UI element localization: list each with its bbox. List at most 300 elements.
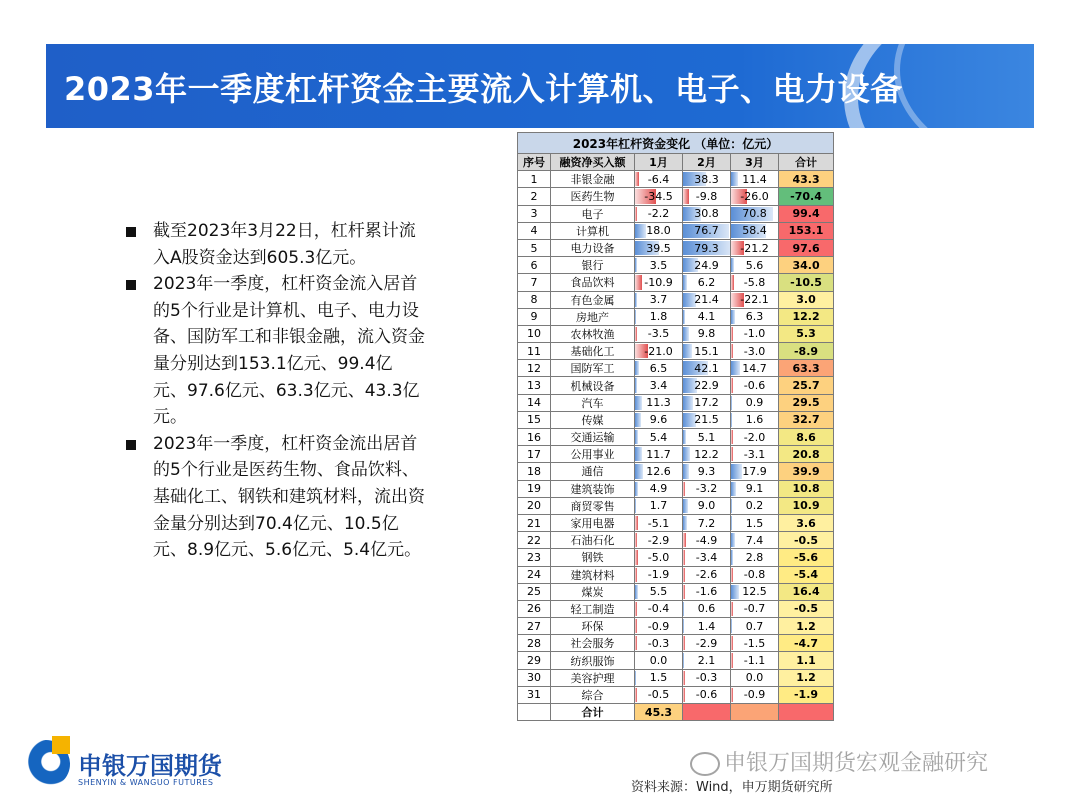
cell-value: -3.0 xyxy=(743,344,766,358)
data-bar xyxy=(635,482,638,496)
jan-value xyxy=(635,669,683,686)
cell-value: -1.9 xyxy=(647,568,670,582)
industry-name: 银行 xyxy=(551,257,635,274)
row-number: 25 xyxy=(518,583,551,600)
cell-value: 1.6 xyxy=(745,413,764,427)
industry-name: 非银金融 xyxy=(551,171,635,188)
total-value: 16.4 xyxy=(779,583,834,600)
cell-value: -0.6 xyxy=(743,379,766,393)
mar-value xyxy=(731,343,779,360)
cell-value: -0.9 xyxy=(647,619,670,633)
table-row xyxy=(518,669,834,686)
cell-value: 12.6 xyxy=(646,464,671,478)
jan-value xyxy=(635,618,683,635)
total-value: -4.7 xyxy=(779,635,834,652)
feb-value xyxy=(683,446,731,463)
table-row xyxy=(518,480,834,497)
table-row xyxy=(518,566,834,583)
industry-name: 综合 xyxy=(551,686,635,703)
data-bar xyxy=(731,533,735,547)
total-value: 3.6 xyxy=(779,514,834,531)
sum-total xyxy=(779,704,834,721)
feb-value xyxy=(683,377,731,394)
data-bar xyxy=(683,275,687,289)
sum-jan: 45.3 xyxy=(635,704,683,721)
wechat-icon xyxy=(690,752,720,776)
row-number: 13 xyxy=(518,377,551,394)
total-value: 1.2 xyxy=(779,669,834,686)
bullet-square-icon xyxy=(126,227,136,237)
industry-name: 轻工制造 xyxy=(551,600,635,617)
feb-value xyxy=(683,669,731,686)
cell-value: 6.5 xyxy=(649,361,668,375)
industry-name: 有色金属 xyxy=(551,291,635,308)
table-row xyxy=(518,429,834,446)
row-number: 3 xyxy=(518,205,551,222)
data-bar xyxy=(683,447,690,461)
row-number: 17 xyxy=(518,446,551,463)
total-value: -8.9 xyxy=(779,343,834,360)
jan-value xyxy=(635,686,683,703)
cell-value: -5.0 xyxy=(647,550,670,564)
cell-value: -0.9 xyxy=(743,688,766,702)
cell-value: 21.4 xyxy=(694,293,719,307)
cell-value: 76.7 xyxy=(694,224,719,238)
industry-name: 食品饮料 xyxy=(551,274,635,291)
cell-value: 58.4 xyxy=(742,224,767,238)
mar-value xyxy=(731,257,779,274)
cell-value: 6.2 xyxy=(697,275,716,289)
industry-name: 电力设备 xyxy=(551,239,635,256)
jan-value xyxy=(635,514,683,531)
mar-value xyxy=(731,463,779,480)
data-bar xyxy=(635,172,639,186)
feb-value xyxy=(683,394,731,411)
data-bar xyxy=(731,310,735,324)
row-number: 8 xyxy=(518,291,551,308)
feb-value xyxy=(683,583,731,600)
data-bar xyxy=(731,361,740,375)
row-number: 14 xyxy=(518,394,551,411)
total-value: 29.5 xyxy=(779,394,834,411)
cell-value: -4.9 xyxy=(695,533,718,547)
mar-value xyxy=(731,377,779,394)
total-value: -70.4 xyxy=(779,188,834,205)
industry-name: 农林牧渔 xyxy=(551,325,635,342)
row-number: 30 xyxy=(518,669,551,686)
table-row xyxy=(518,583,834,600)
data-bar xyxy=(683,550,685,564)
table-row xyxy=(518,291,834,308)
industry-name: 通信 xyxy=(551,463,635,480)
mar-value xyxy=(731,291,779,308)
row-number: 24 xyxy=(518,566,551,583)
data-bar xyxy=(731,585,739,599)
jan-value xyxy=(635,171,683,188)
data-bar xyxy=(635,413,641,427)
cell-value: -3.5 xyxy=(647,327,670,341)
bullet-text: 截至2023年3月22日，杠杆累计流入A股资金达到605.3亿元。 xyxy=(153,221,416,268)
feb-value xyxy=(683,325,731,342)
feb-value xyxy=(683,188,731,205)
mar-value xyxy=(731,549,779,566)
cell-value: 9.6 xyxy=(649,413,668,427)
cell-value: 6.3 xyxy=(745,310,764,324)
industry-name: 钢铁 xyxy=(551,549,635,566)
row-number: 26 xyxy=(518,600,551,617)
sum-label: 合计 xyxy=(551,704,635,721)
cell-value: -1.1 xyxy=(743,654,766,668)
table-row xyxy=(518,343,834,360)
mar-value xyxy=(731,308,779,325)
industry-name: 国防军工 xyxy=(551,360,635,377)
cell-value: -3.4 xyxy=(695,550,718,564)
mar-value xyxy=(731,222,779,239)
total-value: 25.7 xyxy=(779,377,834,394)
cell-value: -2.0 xyxy=(743,430,766,444)
total-value: 63.3 xyxy=(779,360,834,377)
jan-value xyxy=(635,205,683,222)
jan-value xyxy=(635,411,683,428)
table-row xyxy=(518,600,834,617)
cell-value: -0.3 xyxy=(695,671,718,685)
jan-value xyxy=(635,222,683,239)
data-bar xyxy=(731,258,734,272)
data-bar xyxy=(731,413,732,427)
bullet-item xyxy=(126,431,426,564)
bullet-item xyxy=(126,271,426,431)
row-number: 27 xyxy=(518,618,551,635)
cell-value: -5.8 xyxy=(743,275,766,289)
table-row xyxy=(518,222,834,239)
data-bar xyxy=(731,275,734,289)
data-bar xyxy=(683,327,689,341)
data-bar xyxy=(635,619,637,633)
data-bar xyxy=(683,499,688,513)
cell-value: -26.0 xyxy=(740,189,769,203)
table-row xyxy=(518,205,834,222)
cell-value: 11.4 xyxy=(742,172,767,186)
cell-value: 1.7 xyxy=(649,499,668,513)
feb-value xyxy=(683,411,731,428)
cell-value: 9.8 xyxy=(697,327,716,341)
cell-value: -2.2 xyxy=(647,207,670,221)
cell-value: -3.2 xyxy=(695,482,718,496)
feb-value xyxy=(683,308,731,325)
cell-value: 14.7 xyxy=(742,361,767,375)
cell-value: 2.8 xyxy=(745,550,764,564)
table-row xyxy=(518,411,834,428)
total-value: 10.8 xyxy=(779,480,834,497)
title-banner xyxy=(46,44,1034,128)
cell-value: 0.0 xyxy=(649,654,668,668)
data-bar xyxy=(731,602,733,616)
mar-value xyxy=(731,497,779,514)
cell-value: 3.4 xyxy=(649,379,668,393)
total-value: -5.4 xyxy=(779,566,834,583)
cell-value: -2.6 xyxy=(695,568,718,582)
cell-value: 12.5 xyxy=(742,585,767,599)
table-row xyxy=(518,446,834,463)
cell-value: 1.8 xyxy=(649,310,668,324)
industry-name: 建筑装饰 xyxy=(551,480,635,497)
industry-name: 传媒 xyxy=(551,411,635,428)
row-number: 20 xyxy=(518,497,551,514)
total-value: -0.5 xyxy=(779,600,834,617)
data-bar xyxy=(635,533,637,547)
data-bar xyxy=(731,688,733,702)
jan-value xyxy=(635,497,683,514)
mar-value xyxy=(731,583,779,600)
watermark-text: 申银万国期货宏观金融研究 xyxy=(724,751,989,776)
mar-value xyxy=(731,239,779,256)
table-row xyxy=(518,377,834,394)
mar-value xyxy=(731,600,779,617)
feb-value xyxy=(683,549,731,566)
row-number: 29 xyxy=(518,652,551,669)
mar-value xyxy=(731,274,779,291)
row-number: 4 xyxy=(518,222,551,239)
total-value: 8.6 xyxy=(779,429,834,446)
mar-value xyxy=(731,171,779,188)
table-row xyxy=(518,618,834,635)
cell-value: -0.5 xyxy=(647,688,670,702)
sum-mar xyxy=(731,704,779,721)
jan-value xyxy=(635,583,683,600)
cell-value: -21.2 xyxy=(740,241,769,255)
cell-value: -34.5 xyxy=(644,189,673,203)
cell-value: 18.0 xyxy=(646,224,671,238)
row-number: 11 xyxy=(518,343,551,360)
feb-value xyxy=(683,274,731,291)
total-value: 10.9 xyxy=(779,497,834,514)
data-bar xyxy=(635,275,642,289)
industry-name: 机械设备 xyxy=(551,377,635,394)
jan-value xyxy=(635,463,683,480)
data-bar xyxy=(635,258,637,272)
cell-value: 4.1 xyxy=(697,310,716,324)
cell-value: 21.5 xyxy=(694,413,719,427)
data-bar xyxy=(635,602,637,616)
bullet-square-icon xyxy=(126,280,136,290)
leverage-flow-table xyxy=(517,132,834,721)
feb-value xyxy=(683,205,731,222)
industry-name: 计算机 xyxy=(551,222,635,239)
jan-value xyxy=(635,394,683,411)
industry-name: 家用电器 xyxy=(551,514,635,531)
data-bar xyxy=(635,293,637,307)
table-row xyxy=(518,635,834,652)
jan-value xyxy=(635,360,683,377)
total-value: 3.0 xyxy=(779,291,834,308)
mar-value xyxy=(731,566,779,583)
bullet-text: 2023年一季度，杠杆资金流出居首的5个行业是医药生物、食品饮料、基础化工、钢铁和建筑材料，流出资金量分别达到70.4亿元、10.5亿元、8.9亿元、5.6亿元、5.4亿元。 xyxy=(153,433,425,561)
table-header-row xyxy=(518,154,834,171)
jan-value xyxy=(635,274,683,291)
mar-value xyxy=(731,188,779,205)
cell-value: 3.7 xyxy=(649,293,668,307)
row-number: 31 xyxy=(518,686,551,703)
data-bar xyxy=(635,396,642,410)
feb-value xyxy=(683,463,731,480)
mar-value xyxy=(731,394,779,411)
bullet-list xyxy=(126,218,426,564)
mar-value xyxy=(731,446,779,463)
cell-value: 7.4 xyxy=(745,533,764,547)
total-value: -10.5 xyxy=(779,274,834,291)
industry-name: 公用事业 xyxy=(551,446,635,463)
cell-value: 9.3 xyxy=(697,464,716,478)
table-row xyxy=(518,497,834,514)
table-row xyxy=(518,308,834,325)
total-value: 1.1 xyxy=(779,652,834,669)
cell-value: 1.5 xyxy=(649,671,668,685)
row-number: 15 xyxy=(518,411,551,428)
row-number: 28 xyxy=(518,635,551,652)
table-row xyxy=(518,394,834,411)
cell-value: 5.1 xyxy=(697,430,716,444)
cell-value: 17.2 xyxy=(694,396,719,410)
cell-value: -0.3 xyxy=(647,636,670,650)
data-bar xyxy=(635,447,642,461)
mar-value xyxy=(731,514,779,531)
jan-value xyxy=(635,291,683,308)
feb-value xyxy=(683,239,731,256)
cell-value: 3.5 xyxy=(649,258,668,272)
feb-value xyxy=(683,222,731,239)
feb-value xyxy=(683,652,731,669)
feb-value xyxy=(683,600,731,617)
industry-name: 环保 xyxy=(551,618,635,635)
cell-value: 9.1 xyxy=(745,482,764,496)
row-number: 5 xyxy=(518,239,551,256)
data-bar xyxy=(731,447,733,461)
cell-value: -2.9 xyxy=(695,636,718,650)
table-row xyxy=(518,549,834,566)
data-bar xyxy=(731,550,733,564)
data-bar xyxy=(731,378,733,392)
total-value: 153.1 xyxy=(779,222,834,239)
bullet-square-icon xyxy=(126,440,136,450)
sum-row xyxy=(518,704,834,721)
row-number: 7 xyxy=(518,274,551,291)
cell-value: -0.7 xyxy=(743,602,766,616)
industry-name: 美容护理 xyxy=(551,669,635,686)
feb-value xyxy=(683,514,731,531)
total-value: -0.5 xyxy=(779,532,834,549)
data-bar xyxy=(683,430,686,444)
table-row xyxy=(518,239,834,256)
bullet-text: 2023年一季度，杠杆资金流入居首的5个行业是计算机、电子、电力设备、国防军工和非银金融，流入资金量分别达到153.1亿元、99.4亿元、97.6亿元、63.3亿元、43.3亿元。 xyxy=(153,274,425,428)
data-bar xyxy=(683,619,684,633)
industry-name: 房地产 xyxy=(551,308,635,325)
jan-value xyxy=(635,635,683,652)
data-bar xyxy=(683,533,686,547)
total-value: 32.7 xyxy=(779,411,834,428)
cell-value: -6.4 xyxy=(647,172,670,186)
mar-value xyxy=(731,325,779,342)
cell-value: 11.3 xyxy=(646,396,671,410)
cell-value: 0.9 xyxy=(745,396,764,410)
cell-value: -1.0 xyxy=(743,327,766,341)
mar-value xyxy=(731,480,779,497)
industry-name: 基础化工 xyxy=(551,343,635,360)
cell-value: 70.8 xyxy=(742,207,767,221)
sum-feb xyxy=(683,704,731,721)
table-row xyxy=(518,686,834,703)
row-number: 18 xyxy=(518,463,551,480)
cell-value: 5.6 xyxy=(745,258,764,272)
data-bar xyxy=(731,327,733,341)
feb-value xyxy=(683,532,731,549)
data-bar xyxy=(683,189,689,203)
table-row xyxy=(518,532,834,549)
row-number: 10 xyxy=(518,325,551,342)
table-row xyxy=(518,171,834,188)
cell-value: -1.6 xyxy=(695,585,718,599)
feb-value xyxy=(683,257,731,274)
jan-value xyxy=(635,446,683,463)
jan-value xyxy=(635,239,683,256)
jan-value xyxy=(635,566,683,583)
cell-value: 79.3 xyxy=(694,241,719,255)
mar-value xyxy=(731,652,779,669)
cell-value: 5.5 xyxy=(649,585,668,599)
jan-value xyxy=(635,188,683,205)
data-bar xyxy=(635,550,638,564)
feb-value xyxy=(683,497,731,514)
cell-value: 0.6 xyxy=(697,602,716,616)
sum-blank xyxy=(518,704,551,721)
row-number: 1 xyxy=(518,171,551,188)
industry-name: 商贸零售 xyxy=(551,497,635,514)
logo-name-cn: 申银万国期货 xyxy=(78,752,222,780)
cell-value: -1.5 xyxy=(743,636,766,650)
cell-value: 4.9 xyxy=(649,482,668,496)
data-bar xyxy=(731,396,732,410)
cell-value: 1.5 xyxy=(745,516,764,530)
cell-value: 1.4 xyxy=(697,619,716,633)
cell-value: -0.8 xyxy=(743,568,766,582)
cell-value: 11.7 xyxy=(646,447,671,461)
data-bar xyxy=(683,568,685,582)
cell-value: -9.8 xyxy=(695,189,718,203)
row-number: 22 xyxy=(518,532,551,549)
jan-value xyxy=(635,652,683,669)
data-bar xyxy=(683,585,685,599)
data-bar xyxy=(731,568,733,582)
total-value: 43.3 xyxy=(779,171,834,188)
banner-decoration xyxy=(804,44,1034,128)
jan-value xyxy=(635,257,683,274)
cell-value: 0.2 xyxy=(745,499,764,513)
row-number: 12 xyxy=(518,360,551,377)
industry-name: 医药生物 xyxy=(551,188,635,205)
industry-name: 建筑材料 xyxy=(551,566,635,583)
cell-value: 38.3 xyxy=(694,172,719,186)
feb-value xyxy=(683,343,731,360)
table-row xyxy=(518,652,834,669)
feb-value xyxy=(683,171,731,188)
jan-value xyxy=(635,480,683,497)
header-mar: 3月 xyxy=(731,154,779,171)
data-bar xyxy=(635,327,637,341)
mar-value xyxy=(731,635,779,652)
mar-value xyxy=(731,669,779,686)
cell-value: 17.9 xyxy=(742,464,767,478)
data-bar xyxy=(683,671,685,685)
cell-value: 0.7 xyxy=(745,619,764,633)
